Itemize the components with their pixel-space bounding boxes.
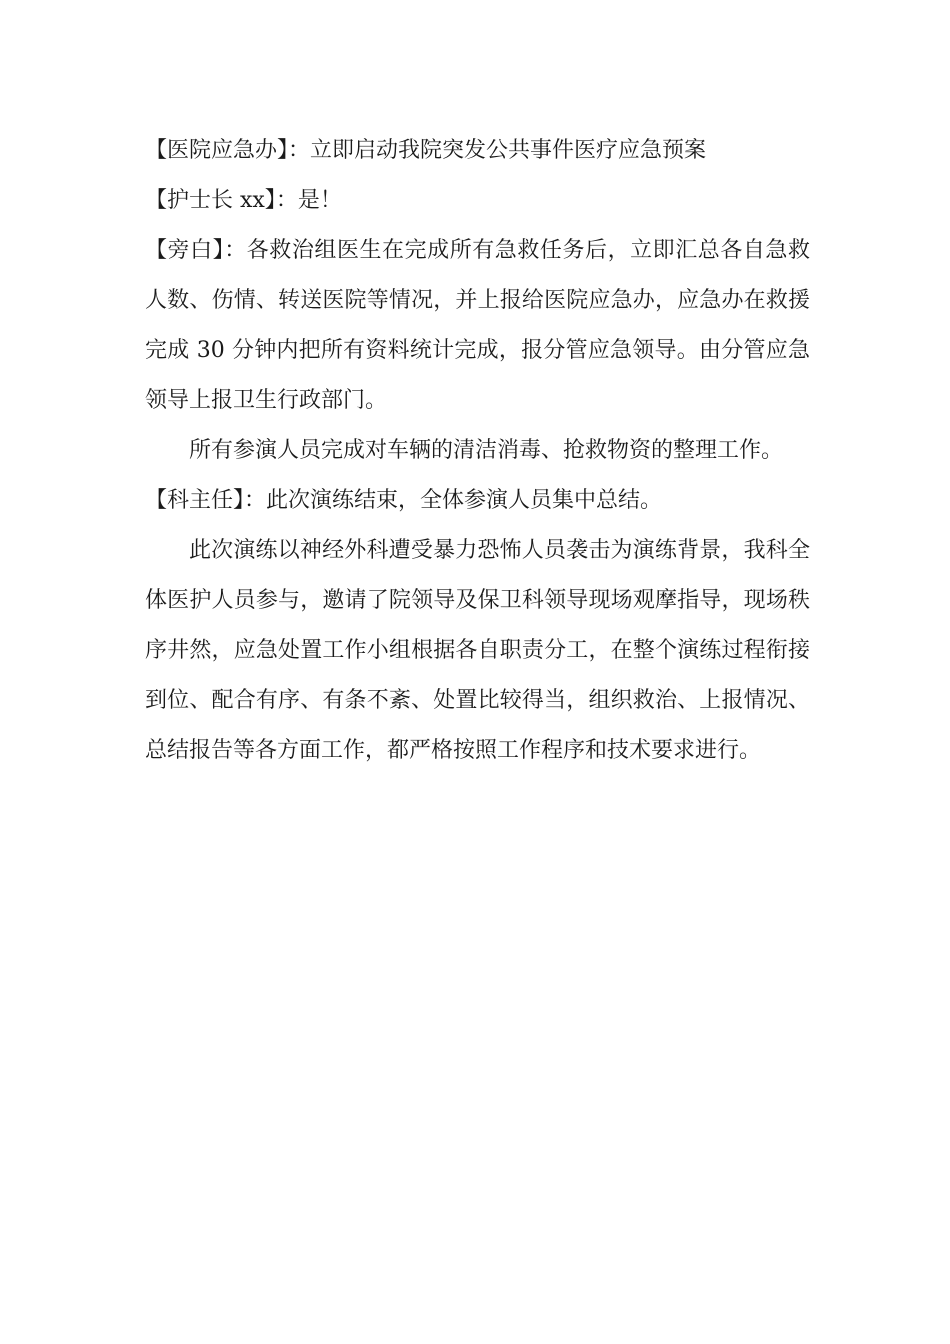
paragraph-text: 所有参演人员完成对车辆的清洁消毒、抢救物资的整理工作。 — [189, 438, 784, 463]
dialogue-line-department-head — [145, 476, 810, 526]
body-paragraph-summary — [145, 526, 810, 776]
speaker-label: 【科主任】 — [145, 488, 245, 513]
document-body — [145, 126, 810, 776]
dialogue-line-narrator — [145, 226, 810, 426]
dialogue-text: ：此次演练结束，全体参演人员集中总结。 — [244, 488, 663, 513]
speaker-label: 【旁白】 — [145, 238, 225, 263]
dialogue-text: ：立即启动我院突发公共事件医疗应急预案 — [288, 138, 707, 163]
dialogue-text: ：是！ — [275, 188, 342, 213]
body-paragraph-cleanup — [145, 426, 810, 476]
dialogue-line-head-nurse — [145, 176, 810, 226]
speaker-label: 【医院应急办】 — [145, 138, 289, 163]
paragraph-text: 此次演练以神经外科遭受暴力恐怖人员袭击为演练背景，我科全体医护人员参与，邀请了院领导及保卫科领导现场观摩指导，现场秩序井然，应急处置工作小组根据各自职责分工，在整个演练过程衔接到位、配合有序、有条不紊、处置比较得当，组织救治、上报情况、总结报告等各方面工作，都严格按照工作程序和技术要求进行。 — [145, 538, 810, 763]
dialogue-text: ：各救治组医生在完成所有急救任务后，立即汇总各自急救人数、伤情、转送医院等情况，并上报给医院应急办，应急办在救援完成 30 分钟内把所有资料统计完成，报分管应急领导。由分管应急领导上报卫生行政部门。 — [145, 238, 810, 413]
dialogue-line-emergency-office — [145, 126, 810, 176]
speaker-label: 【护士长 xx】 — [145, 188, 276, 213]
